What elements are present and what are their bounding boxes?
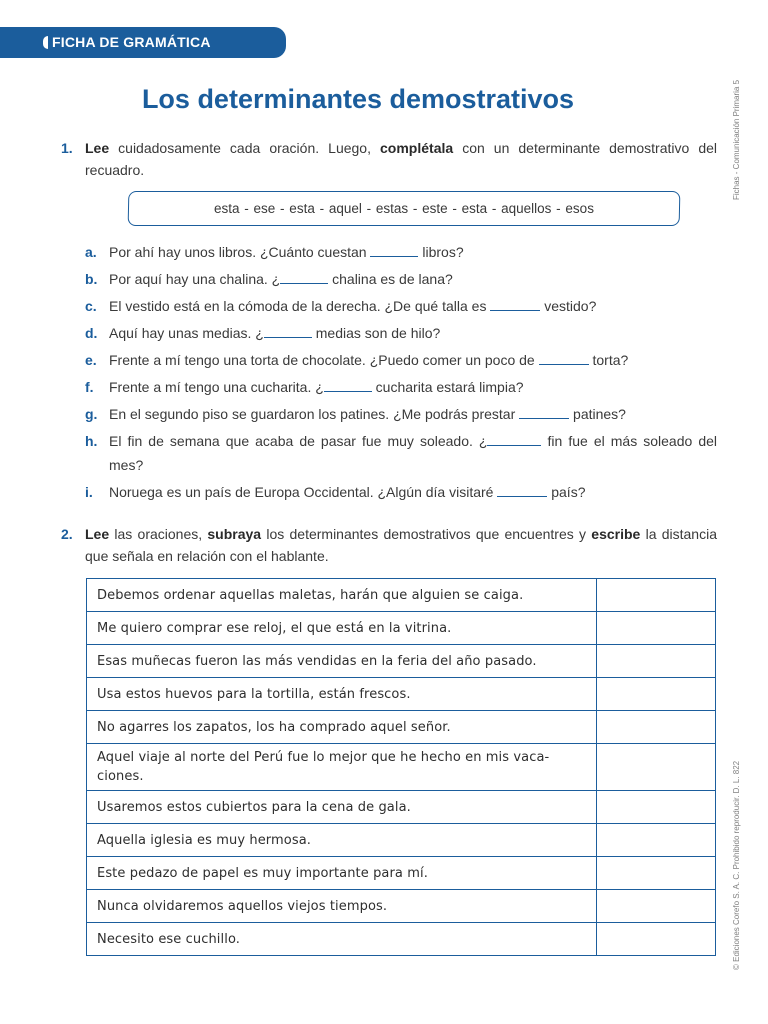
item-letter: i. xyxy=(85,484,93,500)
tab-bullet-icon xyxy=(43,36,48,49)
item-text-after: fin fue el más soleado del mes? xyxy=(109,433,718,473)
word-box: esta - ese - esta - aquel - estas - este - esta - aquellos - esos xyxy=(214,201,594,216)
answer-cell[interactable] xyxy=(597,791,716,824)
table-row xyxy=(87,711,716,744)
item-text-after: patines? xyxy=(569,406,626,422)
side-caption-bottom xyxy=(732,720,748,970)
answer-blank[interactable] xyxy=(519,404,569,419)
table-row xyxy=(87,791,716,824)
item-text-after: torta? xyxy=(588,352,629,368)
question-1-items xyxy=(85,240,717,507)
item-letter: c. xyxy=(85,298,97,314)
item-text-before: En el segundo piso se guardaron los patines. ¿Me podrás prestar xyxy=(109,406,520,422)
item-letter: e. xyxy=(85,352,97,368)
answer-blank[interactable] xyxy=(280,269,328,284)
item-text-after: libros? xyxy=(418,244,464,260)
item-text-after: cucharita estará limpia? xyxy=(371,379,524,395)
answer-cell[interactable] xyxy=(597,744,716,791)
sentence-cell: Esas muñecas fueron las más vendidas en la feria del año pasado. xyxy=(87,645,597,678)
question-1-number: 1. xyxy=(61,140,73,156)
exercise-item xyxy=(85,294,717,318)
table-row xyxy=(87,824,716,857)
side-caption-top-text: Fichas - Comunicación Primaria 5 xyxy=(732,79,741,200)
q1-lead: Lee xyxy=(85,140,110,156)
item-letter: b. xyxy=(85,271,98,287)
answer-blank[interactable] xyxy=(487,431,541,446)
item-text-before: Por aquí hay una chalina. ¿ xyxy=(109,271,281,287)
header-tab xyxy=(0,27,286,58)
item-text-before: Aquí hay unas medias. ¿ xyxy=(109,325,264,341)
exercise-item xyxy=(85,348,717,372)
table-row xyxy=(87,890,716,923)
answer-cell[interactable] xyxy=(597,857,716,890)
exercise-item xyxy=(85,267,717,291)
item-letter: a. xyxy=(85,244,97,260)
answer-blank[interactable] xyxy=(264,323,312,338)
item-text-before: El fin de semana que acaba de pasar fue muy soleado. ¿ xyxy=(109,433,488,449)
q2-bold2: subraya xyxy=(207,526,262,542)
exercise-item xyxy=(85,402,717,426)
side-caption-top xyxy=(732,60,748,200)
sentence-cell: No agarres los zapatos, los ha comprado aquel señor. xyxy=(87,711,597,744)
item-text-before: Por ahí hay unos libros. ¿Cuánto cuestan xyxy=(109,244,371,260)
sentence-cell: Usaremos estos cubiertos para la cena de gala. xyxy=(87,791,597,824)
item-text-before: Noruega es un país de Europa Occidental. ¿Algún día visitaré xyxy=(109,484,498,500)
side-caption-bottom-text: © Ediciones Corefo S. A. C. Prohibido reproducir. D. L. 822 xyxy=(732,760,741,970)
item-text-after: país? xyxy=(547,484,586,500)
sentences-table xyxy=(86,578,716,956)
item-text-after: chalina es de lana? xyxy=(328,271,453,287)
q1-bold2: complétala xyxy=(380,140,454,156)
question-1-instructions xyxy=(85,137,717,181)
header-tab-label: FICHA DE GRAMÁTICA xyxy=(52,34,211,50)
table-row xyxy=(87,678,716,711)
question-2-instructions xyxy=(85,523,717,567)
item-text-before: El vestido está en la cómoda de la derecha. ¿De qué talla es xyxy=(109,298,491,314)
sentence-cell: Debemos ordenar aquellas maletas, harán que alguien se caiga. xyxy=(87,579,597,612)
answer-blank[interactable] xyxy=(324,377,372,392)
answer-blank[interactable] xyxy=(490,296,540,311)
table-row xyxy=(87,579,716,612)
table-row xyxy=(87,645,716,678)
item-letter: h. xyxy=(85,433,98,449)
answer-cell[interactable] xyxy=(597,645,716,678)
answer-cell[interactable] xyxy=(597,678,716,711)
exercise-item xyxy=(85,480,717,504)
answer-cell[interactable] xyxy=(597,824,716,857)
answer-cell[interactable] xyxy=(597,890,716,923)
item-letter: d. xyxy=(85,325,98,341)
q2-text1: las oraciones, xyxy=(109,526,208,542)
answer-blank[interactable] xyxy=(370,242,418,257)
answer-blank[interactable] xyxy=(539,350,589,365)
item-text-after: medias son de hilo? xyxy=(311,325,441,341)
item-text-after: vestido? xyxy=(540,298,597,314)
q1-text1: cuidadosamente cada oración. Luego, xyxy=(109,140,381,156)
q2-text2: los determinantes demostrativos que encuentres y xyxy=(261,526,592,542)
answer-cell[interactable] xyxy=(597,923,716,956)
sentence-cell: Aquel viaje al norte del Perú fue lo mejor que he hecho en mis vacaciones. xyxy=(87,744,597,791)
q1-text2: con un determinante demostrativo del recuadro. xyxy=(85,140,718,178)
table-row xyxy=(87,923,716,956)
table-row xyxy=(87,744,716,791)
exercise-item xyxy=(85,240,717,264)
exercise-item xyxy=(85,321,717,345)
sentence-cell: Necesito ese cuchillo. xyxy=(87,923,597,956)
item-letter: f. xyxy=(85,379,94,395)
item-letter: g. xyxy=(85,406,98,422)
table-row xyxy=(87,612,716,645)
sentence-cell: Me quiero comprar ese reloj, el que está en la vitrina. xyxy=(87,612,597,645)
page-title: Los determinantes demostrativos xyxy=(141,84,575,114)
answer-cell[interactable] xyxy=(597,579,716,612)
answer-cell[interactable] xyxy=(597,711,716,744)
sentence-cell: Este pedazo de papel es muy importante para mí. xyxy=(87,857,597,890)
answer-cell[interactable] xyxy=(597,612,716,645)
q2-lead: Lee xyxy=(85,526,110,542)
question-2-number: 2. xyxy=(61,526,73,542)
table-row xyxy=(87,857,716,890)
sentence-cell: Aquella iglesia es muy hermosa. xyxy=(87,824,597,857)
item-text-before: Frente a mí tengo una cucharita. ¿ xyxy=(109,379,324,395)
q2-bold3: escribe xyxy=(591,526,641,542)
q2-text3: la distancia que señala en relación con el hablante. xyxy=(85,526,717,564)
sentence-cell: Nunca olvidaremos aquellos viejos tiempos. xyxy=(87,890,597,923)
item-text-before: Frente a mí tengo una torta de chocolate. ¿Puedo comer un poco de xyxy=(109,352,539,368)
exercise-item xyxy=(85,375,717,399)
answer-blank[interactable] xyxy=(497,482,547,497)
exercise-item xyxy=(85,429,717,477)
sentence-cell: Usa estos huevos para la tortilla, están frescos. xyxy=(87,678,597,711)
